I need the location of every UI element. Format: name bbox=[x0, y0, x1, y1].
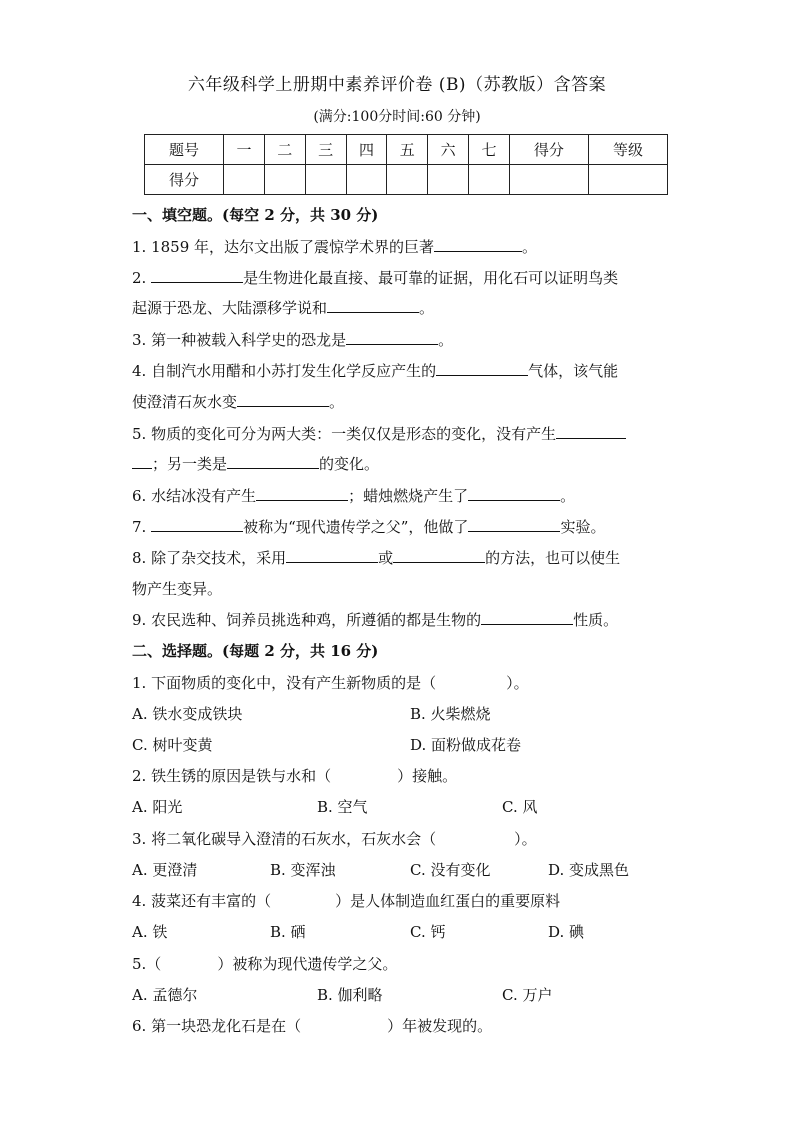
page-subtitle: (满分:100分时间:60 分钟) bbox=[313, 109, 481, 125]
question-1-1 bbox=[132, 236, 537, 257]
question-text: 物产生变异。 bbox=[132, 580, 223, 598]
question-text: 的变化。 bbox=[319, 455, 380, 473]
option-d[interactable]: D. 碘 bbox=[548, 923, 585, 941]
question-text: 1. 下面物质的变化中，没有产生新物质的是（ bbox=[132, 674, 437, 692]
score-input-cell[interactable] bbox=[428, 165, 469, 195]
question-text: 。 bbox=[438, 331, 454, 349]
score-cell: 得分 bbox=[509, 135, 588, 165]
question-text: ）被称为现代遗传学之父。 bbox=[217, 955, 398, 973]
option-d[interactable]: D. 变成黑色 bbox=[548, 861, 630, 879]
question-text: 2. 铁生锈的原因是铁与水和（ bbox=[132, 767, 332, 785]
option-a[interactable]: A. 铁 bbox=[132, 923, 168, 941]
question-1-2 bbox=[132, 267, 618, 288]
question-2-3 bbox=[132, 828, 537, 849]
option-c[interactable]: C. 树叶变黄 bbox=[132, 736, 213, 754]
score-input-cell[interactable] bbox=[469, 165, 510, 195]
score-cell: 五 bbox=[387, 135, 428, 165]
score-input-cell[interactable] bbox=[387, 165, 428, 195]
answer-blank[interactable] bbox=[434, 237, 522, 252]
question-text: ；另一类是 bbox=[152, 455, 228, 473]
question-text: 的方法，也可以使生 bbox=[485, 549, 621, 567]
question-text: ；蜡烛燃烧产生了 bbox=[348, 487, 469, 505]
score-input-cell[interactable] bbox=[224, 165, 265, 195]
question-text: 。 bbox=[419, 299, 435, 317]
score-input-cell[interactable] bbox=[346, 165, 387, 195]
answer-blank[interactable] bbox=[468, 517, 560, 532]
question-text: 是生物进化最直接、最可靠的证据，用化石可以证明鸟类 bbox=[243, 269, 619, 287]
question-1-4-cont bbox=[132, 391, 344, 412]
question-1-5 bbox=[132, 423, 626, 444]
score-input-cell[interactable] bbox=[264, 165, 305, 195]
answer-blank[interactable] bbox=[346, 330, 438, 345]
question-2-5 bbox=[132, 953, 397, 974]
question-1-9 bbox=[132, 609, 618, 630]
question-text: 。 bbox=[329, 393, 345, 411]
option-b[interactable]: B. 变浑浊 bbox=[270, 861, 336, 879]
question-text: 3. 第一种被载入科学史的恐龙是 bbox=[132, 331, 347, 349]
option-a[interactable]: A. 孟德尔 bbox=[132, 986, 198, 1004]
question-1-8 bbox=[132, 547, 620, 568]
score-cell: 一 bbox=[224, 135, 265, 165]
answer-blank[interactable] bbox=[468, 486, 560, 501]
answer-blank[interactable] bbox=[327, 298, 419, 313]
question-text: 或 bbox=[378, 549, 394, 567]
option-c[interactable]: C. 万户 bbox=[502, 986, 553, 1004]
question-text: 2. bbox=[132, 269, 147, 287]
question-1-5-cont bbox=[132, 453, 379, 474]
question-2-4 bbox=[132, 890, 560, 911]
question-text: 性质。 bbox=[573, 611, 619, 629]
question-text: 6. 水结冰没有产生 bbox=[132, 487, 257, 505]
option-b[interactable]: B. 火柴燃烧 bbox=[410, 705, 491, 723]
question-text: ）是人体制造血红蛋白的重要原料 bbox=[335, 892, 561, 910]
option-c[interactable]: C. 风 bbox=[502, 798, 538, 816]
option-b[interactable]: B. 硒 bbox=[270, 923, 306, 941]
section1-heading: 一、填空题。(每空 2 分，共 30 分) bbox=[132, 206, 379, 224]
option-d[interactable]: D. 面粉做成花卷 bbox=[410, 736, 522, 754]
score-table-score-row bbox=[145, 165, 668, 195]
question-2-2 bbox=[132, 765, 457, 786]
question-2-6 bbox=[132, 1015, 492, 1036]
question-text: 。 bbox=[560, 487, 576, 505]
question-1-3 bbox=[132, 329, 453, 350]
score-cell: 七 bbox=[469, 135, 510, 165]
score-cell: 六 bbox=[428, 135, 469, 165]
answer-blank[interactable] bbox=[132, 454, 152, 469]
option-b[interactable]: B. 空气 bbox=[317, 798, 368, 816]
question-text: 被称为“现代遗传学之父”，他做了 bbox=[243, 518, 469, 536]
score-table bbox=[144, 134, 668, 195]
score-cell: 得分 bbox=[145, 165, 224, 195]
score-cell: 二 bbox=[264, 135, 305, 165]
question-text: 实验。 bbox=[560, 518, 606, 536]
option-a[interactable]: A. 更澄清 bbox=[132, 861, 198, 879]
question-2-1 bbox=[132, 672, 529, 693]
page-title: 六年级科学上册期中素养评价卷 (B)（苏教版）含答案 bbox=[187, 75, 607, 95]
question-text: 起源于恐龙、大陆漂移学说和 bbox=[132, 299, 328, 317]
answer-blank[interactable] bbox=[151, 268, 243, 283]
score-table-header-row bbox=[145, 135, 668, 165]
question-text: 1. 1859 年，达尔文出版了震惊学术界的巨著 bbox=[132, 238, 435, 256]
question-1-2-cont bbox=[132, 297, 434, 318]
answer-blank[interactable] bbox=[393, 548, 485, 563]
question-text: ）。 bbox=[514, 830, 537, 848]
option-b[interactable]: B. 伽利略 bbox=[317, 986, 383, 1004]
question-text: 5. 物质的变化可分为两大类：一类仅仅是形态的变化，没有产生 bbox=[132, 425, 557, 443]
question-text: 7. bbox=[132, 518, 147, 536]
section2-heading: 二、选择题。(每题 2 分，共 16 分) bbox=[132, 642, 379, 660]
question-text: 。 bbox=[522, 238, 538, 256]
question-1-6 bbox=[132, 485, 575, 506]
score-cell: 等级 bbox=[588, 135, 667, 165]
question-text: ）接触。 bbox=[397, 767, 458, 785]
option-c[interactable]: C. 钙 bbox=[410, 923, 446, 941]
question-text: 5.（ bbox=[132, 955, 162, 973]
answer-blank[interactable] bbox=[436, 361, 528, 376]
question-text: 8. 除了杂交技术，采用 bbox=[132, 549, 287, 567]
question-text: 3. 将二氧化碳导入澄清的石灰水，石灰水会（ bbox=[132, 830, 437, 848]
answer-blank[interactable] bbox=[286, 548, 378, 563]
answer-blank[interactable] bbox=[556, 424, 626, 439]
question-text: ）年被发现的。 bbox=[387, 1017, 493, 1035]
question-text: ）。 bbox=[506, 674, 529, 692]
question-text: 4. 自制汽水用醋和小苏打发生化学反应产生的 bbox=[132, 362, 437, 380]
option-a[interactable]: A. 铁水变成铁块 bbox=[132, 705, 243, 723]
question-text: 4. 菠菜还有丰富的（ bbox=[132, 892, 272, 910]
question-1-4 bbox=[132, 360, 618, 381]
score-input-cell[interactable] bbox=[305, 165, 346, 195]
question-text: 9. 农民选种、饲养员挑选种鸡，所遵循的都是生物的 bbox=[132, 611, 482, 629]
answer-blank[interactable] bbox=[227, 454, 319, 469]
answer-blank[interactable] bbox=[481, 610, 573, 625]
answer-blank[interactable] bbox=[151, 517, 243, 532]
score-cell: 题号 bbox=[145, 135, 224, 165]
option-c[interactable]: C. 没有变化 bbox=[410, 861, 491, 879]
answer-blank[interactable] bbox=[256, 486, 348, 501]
question-1-8-cont bbox=[132, 578, 222, 599]
score-input-cell[interactable] bbox=[588, 165, 667, 195]
score-cell: 三 bbox=[305, 135, 346, 165]
question-text: 气体，该气能 bbox=[528, 362, 619, 380]
question-text: 6. 第一块恐龙化石是在（ bbox=[132, 1017, 302, 1035]
question-text: 使澄清石灰水变 bbox=[132, 393, 238, 411]
answer-blank[interactable] bbox=[237, 392, 329, 407]
question-1-7 bbox=[132, 516, 605, 537]
score-cell: 四 bbox=[346, 135, 387, 165]
option-a[interactable]: A. 阳光 bbox=[132, 798, 183, 816]
score-input-cell[interactable] bbox=[509, 165, 588, 195]
